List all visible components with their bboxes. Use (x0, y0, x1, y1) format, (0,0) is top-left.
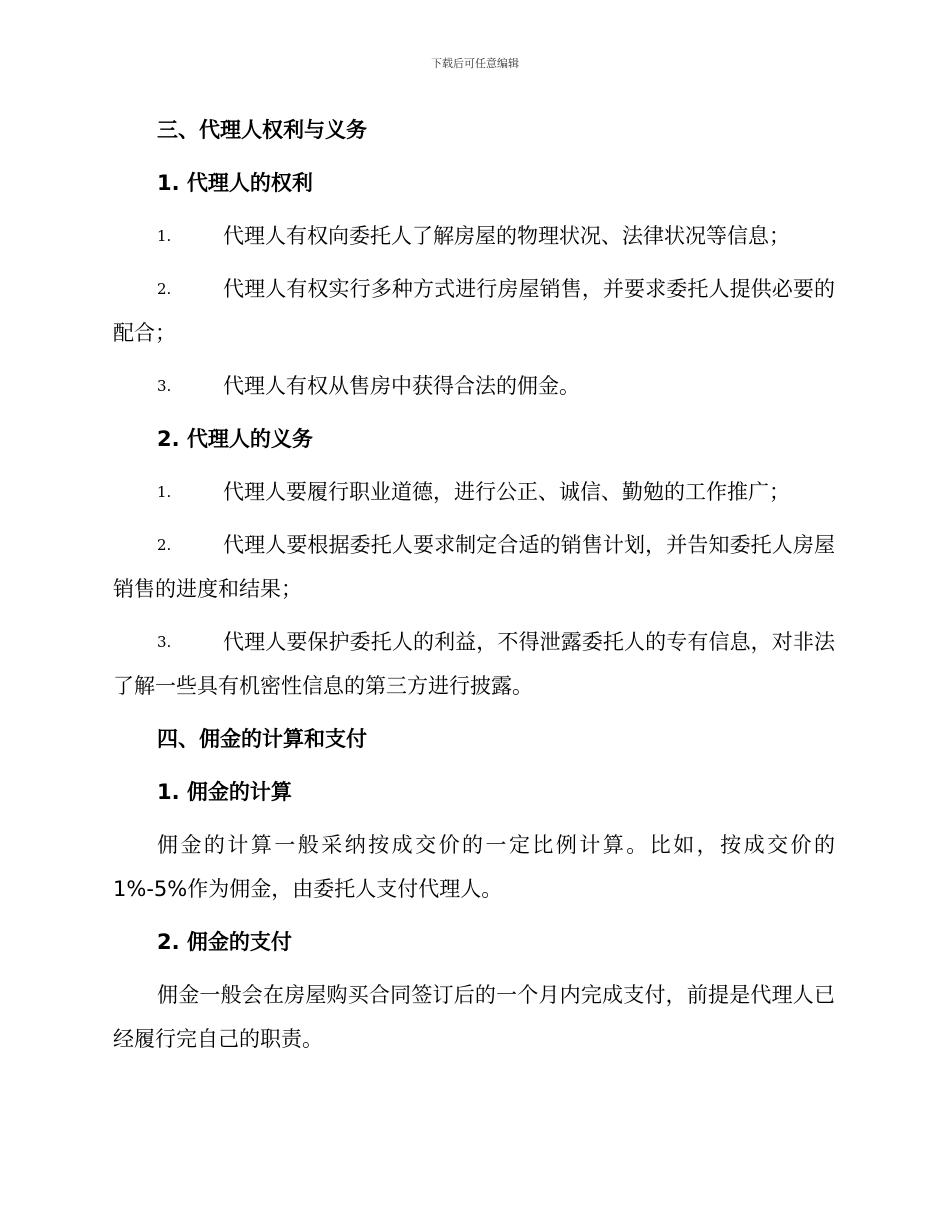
list-item (113, 620, 835, 708)
section-heading: 四、佣金的计算和支付 (157, 727, 367, 751)
list-item-text: 代理人有权向委托人了解房屋的物理状况、法律状况等信息； (223, 224, 790, 248)
list-item (113, 214, 835, 258)
list-item (113, 267, 835, 355)
list-item-number: 3. (157, 633, 172, 651)
paragraph: 佣金的计算一般采纳按成交价的一定比例计算。比如，按成交价的 1%-5%作为佣金，由委托人支付代理人。 (113, 833, 835, 901)
subsection-heading: 2. 佣金的支付 (157, 930, 292, 954)
list-item-text: 代理人要履行职业道德，进行公正、诚信、勤勉的工作推广； (223, 480, 790, 504)
list-item (113, 364, 835, 408)
list-item-number: 2. (157, 280, 172, 298)
subsection-heading: 1. 佣金的计算 (157, 780, 292, 804)
list-item-text: 代理人要根据委托人要求制定合适的销售计划，并告知委托人房屋销售的进度和结果； (113, 533, 835, 601)
section-heading: 三、代理人权利与义务 (157, 118, 367, 142)
list-item-number: 1. (157, 483, 172, 501)
list-item-text: 代理人有权从售房中获得合法的佣金。 (223, 374, 580, 398)
list-item-number: 2. (157, 536, 172, 554)
list-item-text: 代理人有权实行多种方式进行房屋销售，并要求委托人提供必要的配合； (113, 277, 835, 345)
paragraph: 佣金一般会在房屋购买合同签订后的一个月内完成支付，前提是代理人已经履行完自己的职责。 (113, 983, 835, 1051)
list-item-number: 3. (157, 377, 172, 395)
subsection-heading: 2. 代理人的义务 (157, 427, 313, 451)
list-item-text: 代理人要保护委托人的利益，不得泄露委托人的专有信息，对非法了解一些具有机密性信息的第三方进行披露。 (113, 630, 835, 698)
page-header-note: 下载后可任意编辑 (431, 57, 519, 70)
list-item (113, 470, 835, 514)
subsection-heading: 1. 代理人的权利 (157, 171, 313, 195)
document-body (113, 108, 835, 1070)
list-item-number: 1. (157, 227, 172, 245)
list-item (113, 523, 835, 611)
